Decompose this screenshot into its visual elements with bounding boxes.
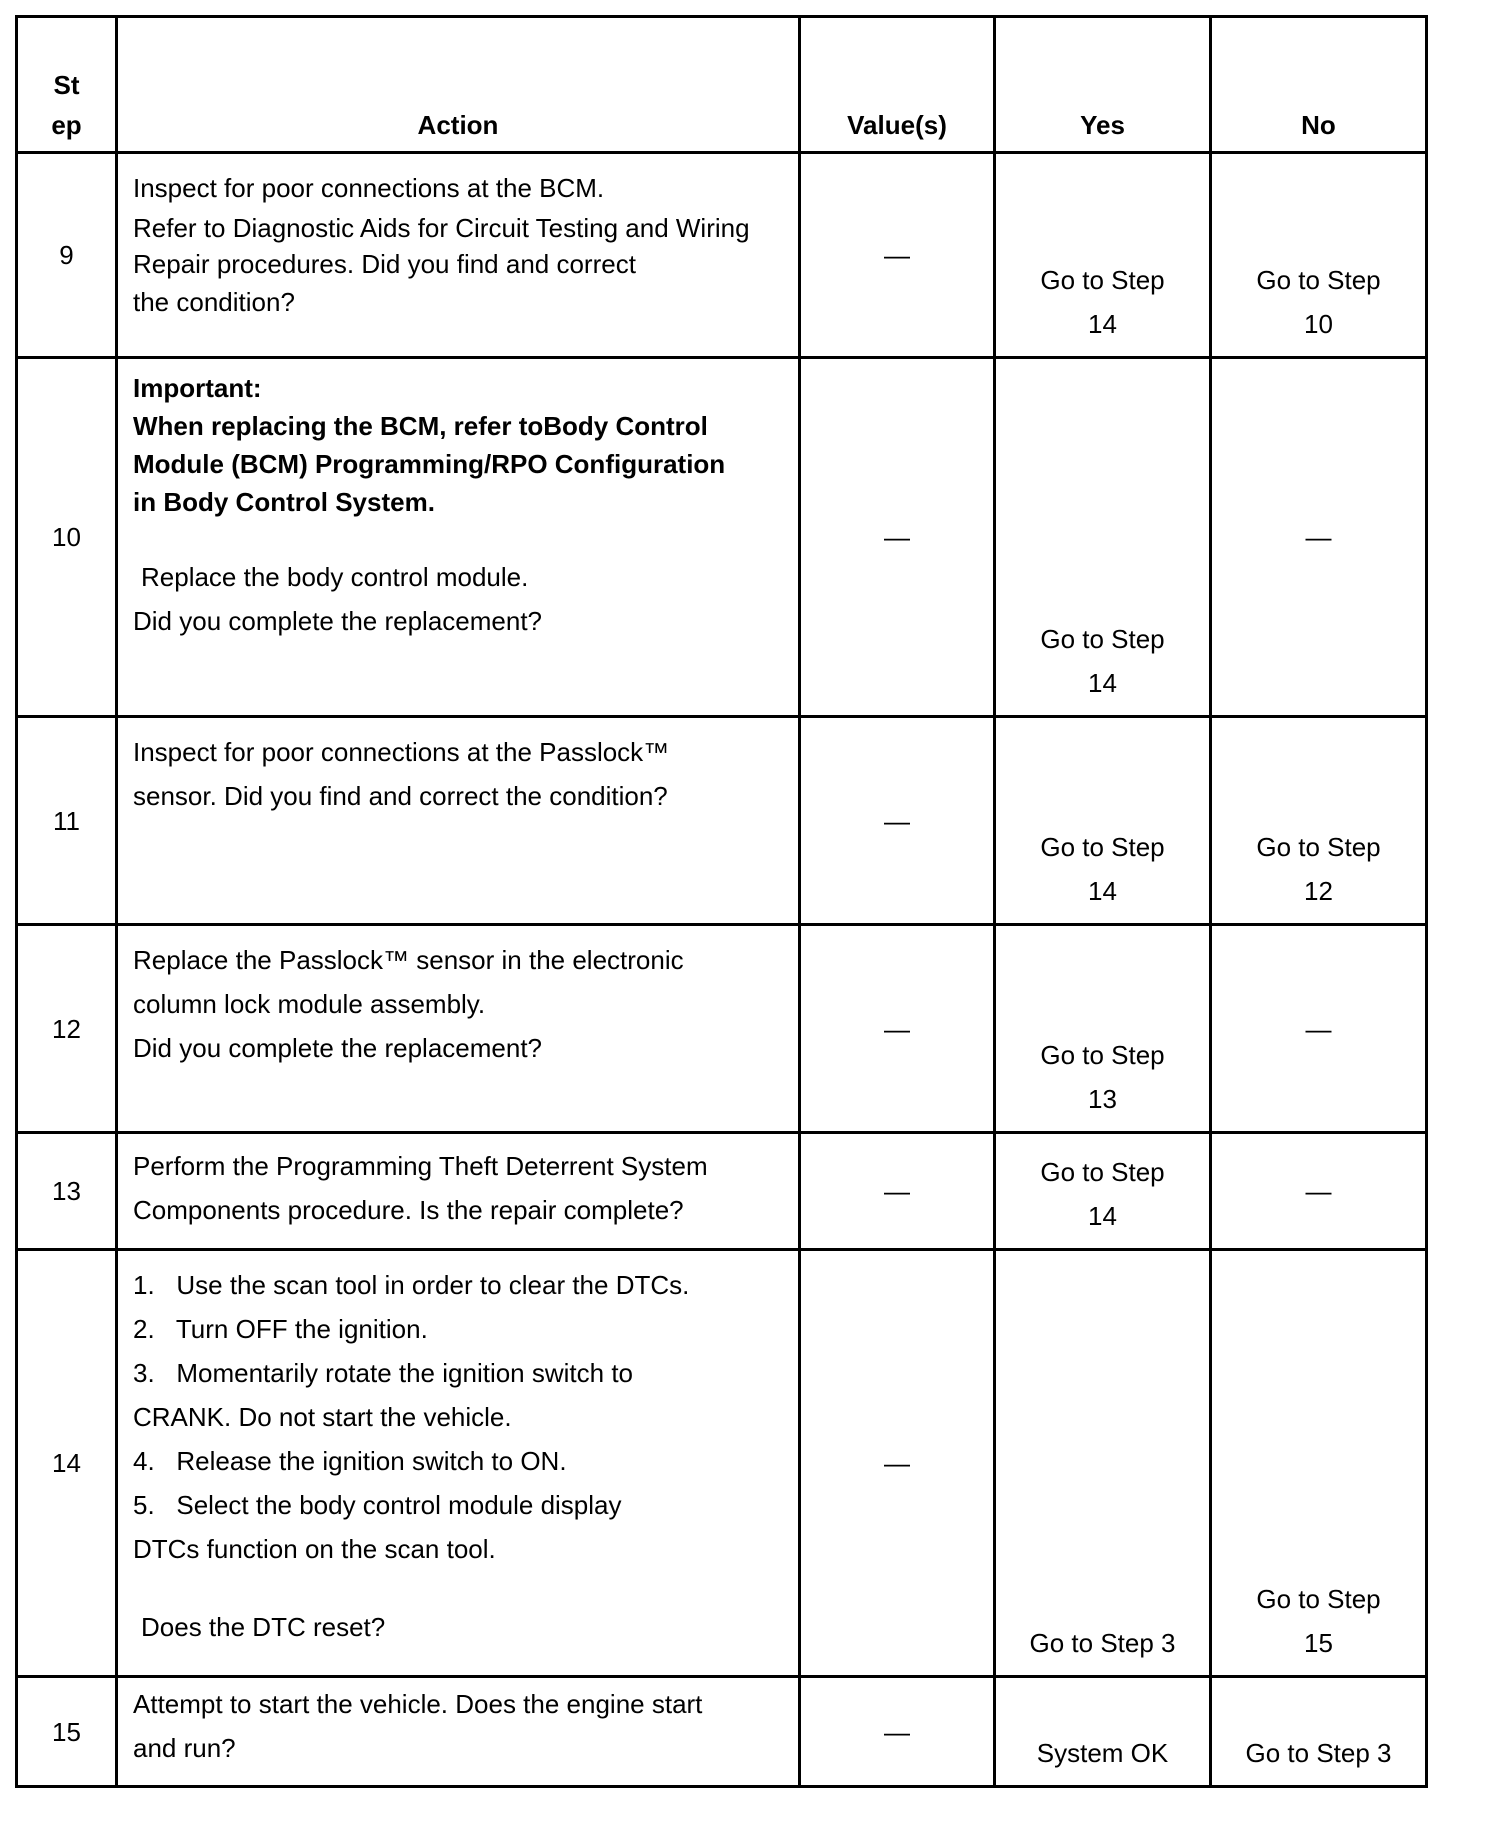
action-line: column lock module assembly. <box>133 989 486 1019</box>
yes-line: Go to Step <box>1040 1040 1165 1070</box>
value-cell: — <box>800 1250 995 1677</box>
no-cell <box>1211 1677 1427 1787</box>
header-step-line2: ep <box>51 110 82 140</box>
action-cell <box>117 717 800 925</box>
table-row-step-11 <box>17 717 1427 925</box>
yes-line: Go to Step <box>1040 832 1165 862</box>
action-cell <box>117 358 800 717</box>
value-cell: — <box>800 358 995 717</box>
no-line: 12 <box>1304 876 1333 906</box>
action-cell <box>117 925 800 1133</box>
spacer <box>133 521 788 555</box>
header-no: No <box>1211 17 1427 153</box>
important-line: Important: <box>133 373 262 403</box>
action-line: 5. Select the body control module display <box>133 1490 622 1520</box>
yes-cell <box>995 1250 1211 1677</box>
no-cell: — <box>1211 358 1427 717</box>
action-cell <box>117 153 800 358</box>
yes-line: 14 <box>1088 309 1117 339</box>
table-row-step-10 <box>17 358 1427 717</box>
action-line: 1. Use the scan tool in order to clear the DTCs. <box>133 1270 690 1300</box>
header-values: Value(s) <box>800 17 995 153</box>
yes-cell <box>995 717 1211 925</box>
table-row-step-12 <box>17 925 1427 1133</box>
important-line: When replacing the BCM, refer toBody Control <box>133 411 708 441</box>
no-cell <box>1211 1250 1427 1677</box>
header-row <box>17 17 1427 153</box>
header-yes: Yes <box>995 17 1211 153</box>
yes-line: Go to Step <box>1040 265 1165 295</box>
action-line: CRANK. Do not start the vehicle. <box>133 1402 512 1432</box>
action-cell <box>117 1133 800 1250</box>
action-cell <box>117 1250 800 1677</box>
no-cell <box>1211 717 1427 925</box>
action-cell <box>117 1677 800 1787</box>
table-row-step-15 <box>17 1677 1427 1787</box>
action-line: Refer to Diagnostic Aids for Circuit Testing and Wiring <box>133 213 750 243</box>
no-cell: — <box>1211 925 1427 1133</box>
yes-line: Go to Step 3 <box>1029 1628 1176 1658</box>
header-action: Action <box>117 17 800 153</box>
action-line: sensor. Did you find and correct the condition? <box>133 781 668 811</box>
header-step-line1: St <box>53 70 80 100</box>
no-line: Go to Step 3 <box>1245 1738 1392 1768</box>
important-line: in Body Control System. <box>133 487 435 517</box>
action-line: the condition? <box>133 287 295 317</box>
action-line: Did you complete the replacement? <box>133 1033 543 1063</box>
value-cell: — <box>800 717 995 925</box>
action-line: Replace the Passlock™ sensor in the electronic <box>133 945 684 975</box>
value-cell: — <box>800 1133 995 1250</box>
step-number: 13 <box>17 1133 117 1250</box>
yes-line: Go to Step <box>1040 1157 1165 1187</box>
action-line: Perform the Programming Theft Deterrent System <box>133 1151 708 1181</box>
action-line: and run? <box>133 1733 236 1763</box>
table-row-step-13 <box>17 1133 1427 1250</box>
value-cell: — <box>800 1677 995 1787</box>
action-line: 3. Momentarily rotate the ignition switch to <box>133 1358 634 1388</box>
action-line: Inspect for poor connections at the Passlock™ <box>133 737 670 767</box>
header-step <box>17 17 117 153</box>
value-cell: — <box>800 153 995 358</box>
action-line: 4. Release the ignition switch to ON. <box>133 1446 567 1476</box>
no-line: Go to Step <box>1256 1584 1381 1614</box>
yes-cell <box>995 153 1211 358</box>
yes-line: Go to Step <box>1040 624 1165 654</box>
yes-line: System OK <box>1036 1738 1169 1768</box>
action-question: Does the DTC reset? <box>141 1612 386 1642</box>
yes-cell <box>995 1133 1211 1250</box>
action-line: Did you complete the replacement? <box>133 606 543 636</box>
action-line: Repair procedures. Did you find and correct <box>133 249 636 279</box>
step-number: 14 <box>17 1250 117 1677</box>
step-number: 11 <box>17 717 117 925</box>
action-line: DTCs function on the scan tool. <box>133 1534 496 1564</box>
yes-cell <box>995 925 1211 1133</box>
step-number: 10 <box>17 358 117 717</box>
value-cell: — <box>800 925 995 1133</box>
step-number: 9 <box>17 153 117 358</box>
action-line: Inspect for poor connections at the BCM. <box>133 173 605 203</box>
action-line: Components procedure. Is the repair complete? <box>133 1195 684 1225</box>
no-line: 15 <box>1304 1628 1333 1658</box>
no-line: Go to Step <box>1256 265 1381 295</box>
action-line: Attempt to start the vehicle. Does the engine start <box>133 1689 703 1719</box>
table-row-step-14 <box>17 1250 1427 1677</box>
yes-line: 14 <box>1088 1201 1117 1231</box>
no-cell <box>1211 153 1427 358</box>
action-line: Replace the body control module. <box>141 562 529 592</box>
spacer <box>133 1571 788 1605</box>
yes-cell <box>995 1677 1211 1787</box>
diagnostic-table <box>15 15 1428 1788</box>
yes-line: 13 <box>1088 1084 1117 1114</box>
yes-line: 14 <box>1088 668 1117 698</box>
yes-line: 14 <box>1088 876 1117 906</box>
no-line: 10 <box>1304 309 1333 339</box>
important-line: Module (BCM) Programming/RPO Configuration <box>133 449 726 479</box>
table-row-step-9 <box>17 153 1427 358</box>
step-number: 15 <box>17 1677 117 1787</box>
no-cell: — <box>1211 1133 1427 1250</box>
action-line: 2. Turn OFF the ignition. <box>133 1314 428 1344</box>
step-number: 12 <box>17 925 117 1133</box>
no-line: Go to Step <box>1256 832 1381 862</box>
yes-cell <box>995 358 1211 717</box>
